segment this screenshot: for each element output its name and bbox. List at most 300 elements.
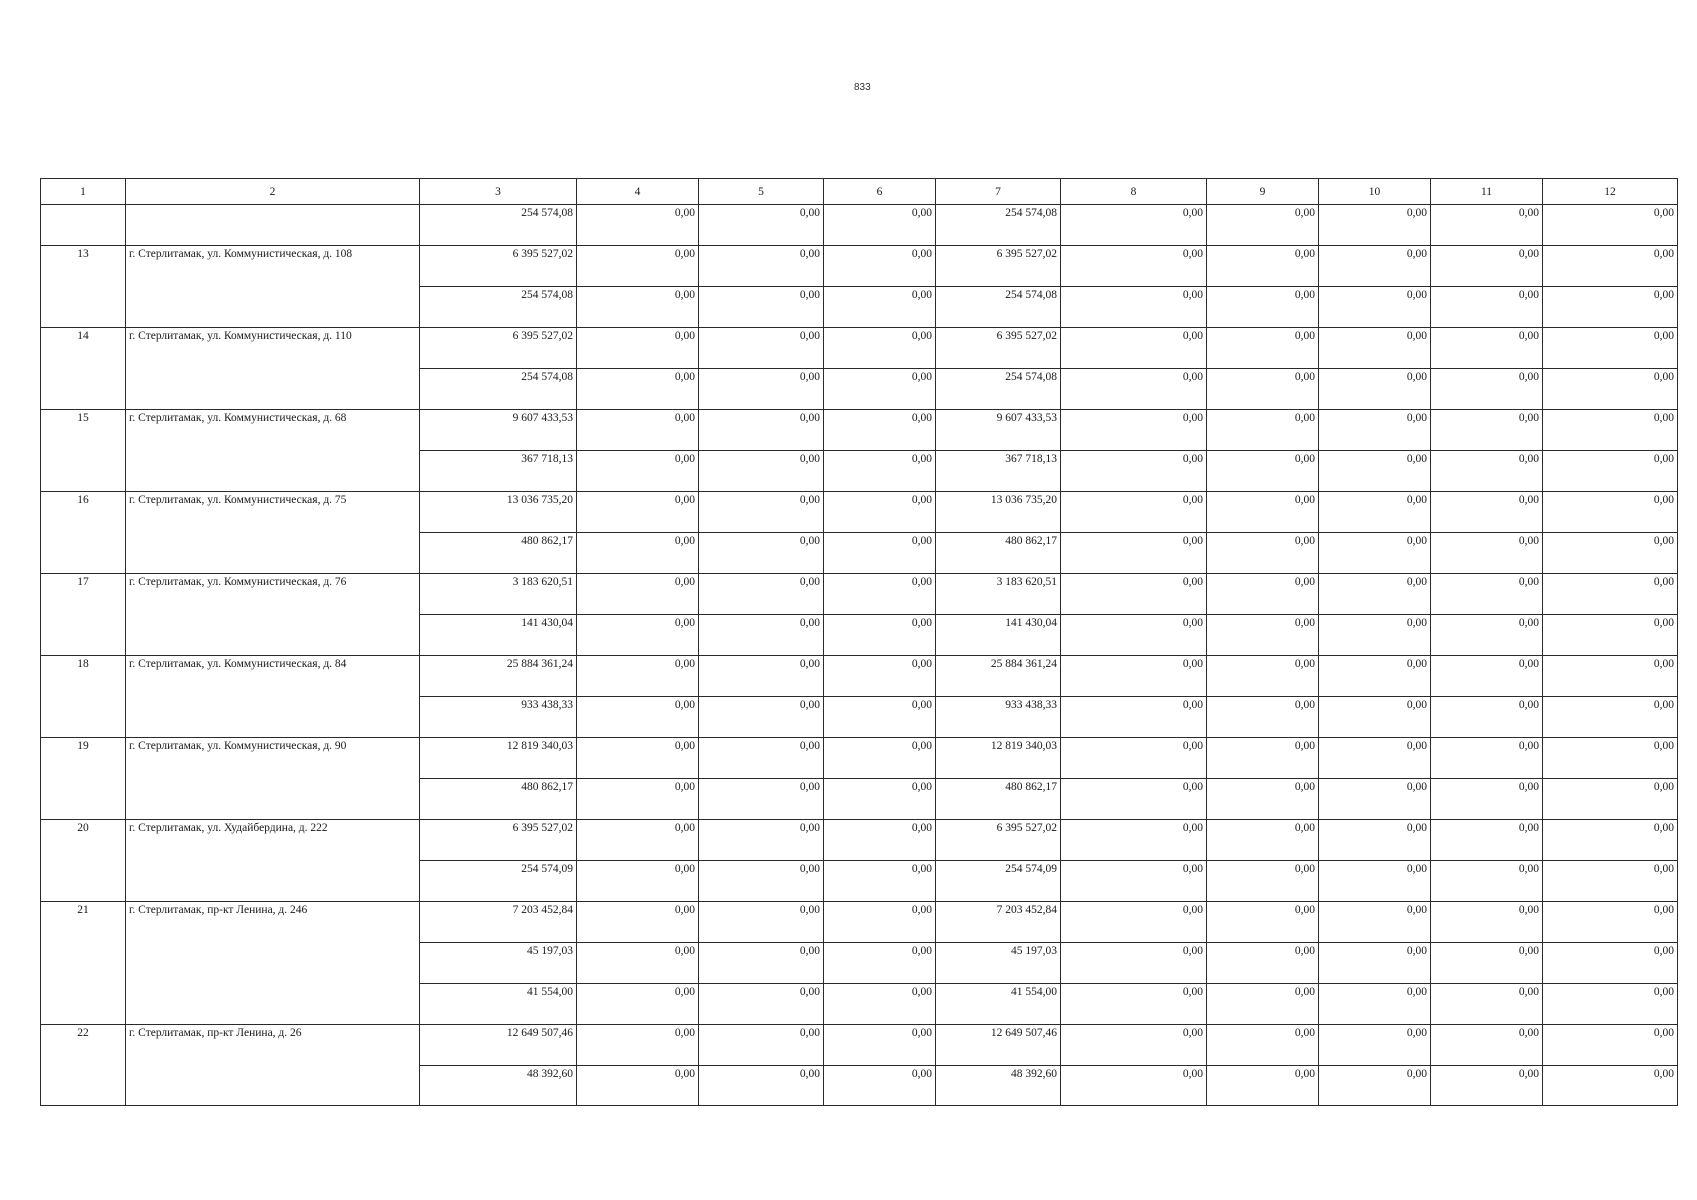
amount-cell: 0,00 — [824, 1066, 936, 1106]
amount-cell: 0,00 — [1543, 779, 1678, 820]
amount-cell: 0,00 — [1431, 861, 1543, 902]
amount-cell: 0,00 — [1543, 410, 1678, 451]
amount-cell: 0,00 — [824, 574, 936, 615]
amount-cell: 0,00 — [1319, 205, 1431, 246]
table-row — [41, 205, 1678, 246]
table-row — [41, 451, 1678, 492]
address-cell — [126, 779, 420, 820]
amount-cell: 0,00 — [1207, 738, 1319, 779]
amount-cell: 0,00 — [1543, 246, 1678, 287]
address-cell — [126, 697, 420, 738]
amount-cell: 0,00 — [1431, 656, 1543, 697]
table-row — [41, 369, 1678, 410]
amount-cell: 0,00 — [1061, 287, 1207, 328]
row-index-cell — [41, 615, 126, 656]
amount-cell: 0,00 — [699, 1066, 824, 1106]
amount-cell: 0,00 — [1061, 574, 1207, 615]
amount-cell: 0,00 — [699, 533, 824, 574]
amount-cell: 0,00 — [1061, 943, 1207, 984]
amount-cell: 0,00 — [1543, 574, 1678, 615]
amount-cell: 12 819 340,03 — [936, 738, 1061, 779]
row-index-cell: 15 — [41, 410, 126, 451]
amount-cell: 933 438,33 — [420, 697, 577, 738]
row-index-cell — [41, 779, 126, 820]
amount-cell: 0,00 — [1207, 533, 1319, 574]
table-row — [41, 984, 1678, 1025]
amount-cell: 0,00 — [1207, 205, 1319, 246]
amount-cell: 0,00 — [1543, 1066, 1678, 1106]
amount-cell: 0,00 — [699, 369, 824, 410]
row-index-cell: 21 — [41, 902, 126, 943]
amount-cell: 0,00 — [1061, 738, 1207, 779]
amount-cell: 0,00 — [1543, 902, 1678, 943]
amount-cell: 0,00 — [1207, 656, 1319, 697]
amount-cell: 0,00 — [1431, 328, 1543, 369]
amount-cell: 7 203 452,84 — [420, 902, 577, 943]
amount-cell: 0,00 — [1319, 861, 1431, 902]
row-index-cell — [41, 1066, 126, 1106]
amount-cell: 0,00 — [824, 328, 936, 369]
row-index-cell: 16 — [41, 492, 126, 533]
table-row — [41, 246, 1678, 287]
amount-cell: 45 197,03 — [936, 943, 1061, 984]
amount-cell: 0,00 — [1431, 738, 1543, 779]
row-index-cell — [41, 984, 126, 1025]
amount-cell: 0,00 — [1319, 820, 1431, 861]
row-index-cell: 13 — [41, 246, 126, 287]
amount-cell: 0,00 — [1061, 984, 1207, 1025]
address-cell — [126, 205, 420, 246]
amount-cell: 0,00 — [699, 328, 824, 369]
amount-cell: 0,00 — [577, 492, 699, 533]
amount-cell: 48 392,60 — [420, 1066, 577, 1106]
amount-cell: 0,00 — [1207, 492, 1319, 533]
amount-cell: 0,00 — [1061, 615, 1207, 656]
amount-cell: 254 574,08 — [420, 205, 577, 246]
row-index-cell: 14 — [41, 328, 126, 369]
address-cell — [126, 861, 420, 902]
amount-cell: 0,00 — [1431, 779, 1543, 820]
amount-cell: 0,00 — [699, 451, 824, 492]
amount-cell: 141 430,04 — [420, 615, 577, 656]
amount-cell: 0,00 — [824, 984, 936, 1025]
amount-cell: 0,00 — [699, 779, 824, 820]
amount-cell: 0,00 — [824, 287, 936, 328]
column-header: 6 — [824, 179, 936, 205]
amount-cell: 0,00 — [1061, 861, 1207, 902]
row-index-cell — [41, 369, 126, 410]
amount-cell: 0,00 — [1207, 246, 1319, 287]
amount-cell: 0,00 — [1061, 1066, 1207, 1106]
address-cell: г. Стерлитамак, ул. Коммунистическая, д. 84 — [126, 656, 420, 697]
amount-cell: 41 554,00 — [936, 984, 1061, 1025]
amount-cell: 0,00 — [699, 902, 824, 943]
address-cell: г. Стерлитамак, ул. Коммунистическая, д. 76 — [126, 574, 420, 615]
amount-cell: 12 819 340,03 — [420, 738, 577, 779]
amount-cell: 0,00 — [824, 246, 936, 287]
amount-cell: 0,00 — [699, 246, 824, 287]
amount-cell: 0,00 — [1319, 246, 1431, 287]
amount-cell: 0,00 — [1431, 1025, 1543, 1066]
amount-cell: 0,00 — [1207, 861, 1319, 902]
amount-cell: 254 574,08 — [936, 369, 1061, 410]
amount-cell: 0,00 — [824, 738, 936, 779]
amount-cell: 0,00 — [1207, 902, 1319, 943]
amount-cell: 0,00 — [1319, 943, 1431, 984]
row-index-cell — [41, 451, 126, 492]
amount-cell: 0,00 — [577, 205, 699, 246]
amount-cell: 9 607 433,53 — [936, 410, 1061, 451]
table-row — [41, 533, 1678, 574]
table-row — [41, 1066, 1678, 1106]
address-cell: г. Стерлитамак, ул. Коммунистическая, д. 68 — [126, 410, 420, 451]
amount-cell: 0,00 — [1319, 615, 1431, 656]
amount-cell: 0,00 — [1207, 410, 1319, 451]
row-index-cell: 17 — [41, 574, 126, 615]
amount-cell: 0,00 — [577, 861, 699, 902]
amount-cell: 0,00 — [1061, 451, 1207, 492]
table-row — [41, 943, 1678, 984]
amount-cell: 0,00 — [1061, 820, 1207, 861]
amount-cell: 0,00 — [824, 861, 936, 902]
address-cell — [126, 369, 420, 410]
amount-cell: 13 036 735,20 — [420, 492, 577, 533]
address-cell — [126, 943, 420, 984]
amount-cell: 0,00 — [1319, 738, 1431, 779]
row-index-cell — [41, 697, 126, 738]
column-header: 10 — [1319, 179, 1431, 205]
amount-cell: 0,00 — [1319, 574, 1431, 615]
amount-cell: 0,00 — [1319, 902, 1431, 943]
amount-cell: 0,00 — [1061, 902, 1207, 943]
amount-cell: 0,00 — [1061, 533, 1207, 574]
column-header: 7 — [936, 179, 1061, 205]
amount-cell: 0,00 — [699, 697, 824, 738]
amount-cell: 0,00 — [699, 492, 824, 533]
amount-cell: 0,00 — [824, 656, 936, 697]
amount-cell: 0,00 — [1431, 287, 1543, 328]
amount-cell: 0,00 — [1543, 451, 1678, 492]
amount-cell: 0,00 — [1061, 246, 1207, 287]
table-row — [41, 328, 1678, 369]
amount-cell: 7 203 452,84 — [936, 902, 1061, 943]
amount-cell: 0,00 — [577, 656, 699, 697]
amount-cell: 12 649 507,46 — [936, 1025, 1061, 1066]
amount-cell: 0,00 — [1061, 779, 1207, 820]
amount-cell: 254 574,08 — [936, 205, 1061, 246]
amount-cell: 0,00 — [1431, 615, 1543, 656]
amount-cell: 0,00 — [699, 1025, 824, 1066]
amount-cell: 0,00 — [1543, 943, 1678, 984]
amount-cell: 0,00 — [1431, 574, 1543, 615]
amount-cell: 0,00 — [824, 943, 936, 984]
table-row — [41, 1025, 1678, 1066]
amount-cell: 0,00 — [1543, 984, 1678, 1025]
amount-cell: 0,00 — [577, 287, 699, 328]
amount-cell: 0,00 — [1207, 820, 1319, 861]
amount-cell: 6 395 527,02 — [420, 246, 577, 287]
amount-cell: 25 884 361,24 — [936, 656, 1061, 697]
amount-cell: 0,00 — [699, 861, 824, 902]
table-row — [41, 492, 1678, 533]
amount-cell: 0,00 — [1319, 1066, 1431, 1106]
column-header: 12 — [1543, 179, 1678, 205]
amount-cell: 0,00 — [824, 697, 936, 738]
amount-cell: 0,00 — [1543, 533, 1678, 574]
amount-cell: 0,00 — [1543, 656, 1678, 697]
amount-cell: 0,00 — [1543, 615, 1678, 656]
amount-cell: 0,00 — [1207, 451, 1319, 492]
amount-cell: 0,00 — [1543, 861, 1678, 902]
table-body — [41, 179, 1678, 1106]
row-index-cell: 20 — [41, 820, 126, 861]
amount-cell: 0,00 — [699, 287, 824, 328]
amount-cell: 45 197,03 — [420, 943, 577, 984]
row-index-cell — [41, 533, 126, 574]
amount-cell: 0,00 — [1319, 656, 1431, 697]
amount-cell: 0,00 — [1319, 369, 1431, 410]
column-header: 9 — [1207, 179, 1319, 205]
amount-cell: 0,00 — [1207, 779, 1319, 820]
amount-cell: 0,00 — [1431, 697, 1543, 738]
budget-table — [40, 178, 1678, 1106]
amount-cell: 141 430,04 — [936, 615, 1061, 656]
amount-cell: 6 395 527,02 — [936, 820, 1061, 861]
amount-cell: 254 574,09 — [420, 861, 577, 902]
amount-cell: 0,00 — [1543, 820, 1678, 861]
amount-cell: 480 862,17 — [936, 779, 1061, 820]
amount-cell: 0,00 — [1431, 820, 1543, 861]
page-number: 833 — [854, 82, 871, 93]
amount-cell: 0,00 — [699, 820, 824, 861]
column-header: 11 — [1431, 179, 1543, 205]
amount-cell: 0,00 — [577, 820, 699, 861]
table-row — [41, 615, 1678, 656]
amount-cell: 12 649 507,46 — [420, 1025, 577, 1066]
amount-cell: 0,00 — [577, 533, 699, 574]
row-index-cell — [41, 943, 126, 984]
amount-cell: 0,00 — [577, 1066, 699, 1106]
amount-cell: 0,00 — [1543, 492, 1678, 533]
amount-cell: 0,00 — [577, 574, 699, 615]
amount-cell: 0,00 — [1061, 492, 1207, 533]
amount-cell: 0,00 — [1207, 943, 1319, 984]
column-header: 2 — [126, 179, 420, 205]
address-cell — [126, 451, 420, 492]
amount-cell: 0,00 — [1207, 574, 1319, 615]
amount-cell: 0,00 — [699, 984, 824, 1025]
amount-cell: 3 183 620,51 — [420, 574, 577, 615]
amount-cell: 6 395 527,02 — [936, 328, 1061, 369]
amount-cell: 0,00 — [577, 738, 699, 779]
amount-cell: 367 718,13 — [420, 451, 577, 492]
amount-cell: 0,00 — [824, 1025, 936, 1066]
amount-cell: 480 862,17 — [420, 779, 577, 820]
amount-cell: 0,00 — [1319, 1025, 1431, 1066]
amount-cell: 0,00 — [577, 779, 699, 820]
amount-cell: 6 395 527,02 — [420, 820, 577, 861]
amount-cell: 0,00 — [1207, 697, 1319, 738]
amount-cell: 0,00 — [1061, 656, 1207, 697]
amount-cell: 0,00 — [1431, 205, 1543, 246]
address-cell — [126, 1066, 420, 1106]
amount-cell: 0,00 — [1207, 1025, 1319, 1066]
amount-cell: 0,00 — [824, 533, 936, 574]
table-row — [41, 287, 1678, 328]
amount-cell: 0,00 — [1061, 369, 1207, 410]
column-header: 3 — [420, 179, 577, 205]
row-index-cell — [41, 287, 126, 328]
address-cell: г. Стерлитамак, ул. Коммунистическая, д. 110 — [126, 328, 420, 369]
amount-cell: 0,00 — [824, 205, 936, 246]
amount-cell: 0,00 — [1543, 328, 1678, 369]
amount-cell: 0,00 — [1431, 902, 1543, 943]
amount-cell: 254 574,08 — [936, 287, 1061, 328]
amount-cell: 0,00 — [1543, 369, 1678, 410]
amount-cell: 0,00 — [1543, 697, 1678, 738]
amount-cell: 0,00 — [1207, 1066, 1319, 1106]
address-cell: г. Стерлитамак, ул. Коммунистическая, д. 90 — [126, 738, 420, 779]
amount-cell: 0,00 — [1543, 205, 1678, 246]
amount-cell: 0,00 — [1319, 697, 1431, 738]
amount-cell: 367 718,13 — [936, 451, 1061, 492]
amount-cell: 0,00 — [1319, 533, 1431, 574]
address-cell — [126, 533, 420, 574]
amount-cell: 0,00 — [1319, 492, 1431, 533]
amount-cell: 0,00 — [699, 656, 824, 697]
address-cell: г. Стерлитамак, пр-кт Ленина, д. 246 — [126, 902, 420, 943]
row-index-cell: 19 — [41, 738, 126, 779]
amount-cell: 48 392,60 — [936, 1066, 1061, 1106]
amount-cell: 0,00 — [577, 1025, 699, 1066]
amount-cell: 0,00 — [577, 369, 699, 410]
table-row — [41, 410, 1678, 451]
amount-cell: 0,00 — [699, 615, 824, 656]
amount-cell: 0,00 — [699, 410, 824, 451]
amount-cell: 0,00 — [1207, 984, 1319, 1025]
table-row — [41, 779, 1678, 820]
amount-cell: 0,00 — [577, 902, 699, 943]
table-row — [41, 697, 1678, 738]
amount-cell: 0,00 — [1061, 410, 1207, 451]
amount-cell: 254 574,09 — [936, 861, 1061, 902]
amount-cell: 9 607 433,53 — [420, 410, 577, 451]
amount-cell: 0,00 — [1543, 287, 1678, 328]
amount-cell: 0,00 — [1431, 1066, 1543, 1106]
amount-cell: 254 574,08 — [420, 369, 577, 410]
table-row — [41, 574, 1678, 615]
amount-cell: 0,00 — [1431, 451, 1543, 492]
column-header: 4 — [577, 179, 699, 205]
address-cell: г. Стерлитамак, ул. Коммунистическая, д. 75 — [126, 492, 420, 533]
amount-cell: 41 554,00 — [420, 984, 577, 1025]
amount-cell: 0,00 — [1431, 246, 1543, 287]
row-index-cell: 22 — [41, 1025, 126, 1066]
column-header: 5 — [699, 179, 824, 205]
column-header: 1 — [41, 179, 126, 205]
amount-cell: 0,00 — [824, 902, 936, 943]
table-row — [41, 656, 1678, 697]
amount-cell: 480 862,17 — [936, 533, 1061, 574]
amount-cell: 0,00 — [577, 328, 699, 369]
amount-cell: 0,00 — [824, 615, 936, 656]
amount-cell: 0,00 — [1207, 287, 1319, 328]
address-cell: г. Стерлитамак, пр-кт Ленина, д. 26 — [126, 1025, 420, 1066]
amount-cell: 0,00 — [824, 369, 936, 410]
amount-cell: 0,00 — [577, 246, 699, 287]
amount-cell: 0,00 — [1319, 410, 1431, 451]
amount-cell: 0,00 — [1431, 369, 1543, 410]
amount-cell: 0,00 — [577, 615, 699, 656]
address-cell — [126, 615, 420, 656]
amount-cell: 0,00 — [577, 943, 699, 984]
row-index-cell — [41, 861, 126, 902]
amount-cell: 0,00 — [1207, 369, 1319, 410]
address-cell: г. Стерлитамак, ул. Худайбердина, д. 222 — [126, 820, 420, 861]
amount-cell: 0,00 — [1431, 492, 1543, 533]
row-index-cell — [41, 205, 126, 246]
amount-cell: 0,00 — [1543, 1025, 1678, 1066]
amount-cell: 480 862,17 — [420, 533, 577, 574]
amount-cell: 0,00 — [699, 205, 824, 246]
amount-cell: 3 183 620,51 — [936, 574, 1061, 615]
amount-cell: 0,00 — [699, 574, 824, 615]
column-header-row — [41, 179, 1678, 205]
amount-cell: 6 395 527,02 — [420, 328, 577, 369]
address-cell — [126, 287, 420, 328]
amount-cell: 0,00 — [577, 410, 699, 451]
amount-cell: 0,00 — [1319, 451, 1431, 492]
table-row — [41, 820, 1678, 861]
address-cell — [126, 984, 420, 1025]
amount-cell: 933 438,33 — [936, 697, 1061, 738]
amount-cell: 0,00 — [1543, 738, 1678, 779]
amount-cell: 254 574,08 — [420, 287, 577, 328]
amount-cell: 0,00 — [1431, 984, 1543, 1025]
amount-cell: 0,00 — [1061, 328, 1207, 369]
amount-cell: 0,00 — [1319, 779, 1431, 820]
amount-cell: 0,00 — [1207, 328, 1319, 369]
amount-cell: 0,00 — [1431, 943, 1543, 984]
amount-cell: 0,00 — [1061, 205, 1207, 246]
amount-cell: 0,00 — [824, 820, 936, 861]
amount-cell: 0,00 — [824, 410, 936, 451]
amount-cell: 0,00 — [1319, 328, 1431, 369]
amount-cell: 0,00 — [1431, 410, 1543, 451]
amount-cell: 0,00 — [577, 697, 699, 738]
amount-cell: 0,00 — [577, 451, 699, 492]
address-cell: г. Стерлитамак, ул. Коммунистическая, д. 108 — [126, 246, 420, 287]
amount-cell: 0,00 — [1061, 1025, 1207, 1066]
amount-cell: 0,00 — [824, 492, 936, 533]
amount-cell: 25 884 361,24 — [420, 656, 577, 697]
amount-cell: 0,00 — [1319, 984, 1431, 1025]
table-row — [41, 861, 1678, 902]
column-header: 8 — [1061, 179, 1207, 205]
amount-cell: 0,00 — [699, 943, 824, 984]
amount-cell: 6 395 527,02 — [936, 246, 1061, 287]
amount-cell: 0,00 — [1319, 287, 1431, 328]
amount-cell: 0,00 — [577, 984, 699, 1025]
amount-cell: 0,00 — [1207, 615, 1319, 656]
table-row — [41, 738, 1678, 779]
amount-cell: 0,00 — [824, 451, 936, 492]
amount-cell: 0,00 — [1061, 697, 1207, 738]
amount-cell: 0,00 — [824, 779, 936, 820]
row-index-cell: 18 — [41, 656, 126, 697]
table-row — [41, 902, 1678, 943]
amount-cell: 13 036 735,20 — [936, 492, 1061, 533]
